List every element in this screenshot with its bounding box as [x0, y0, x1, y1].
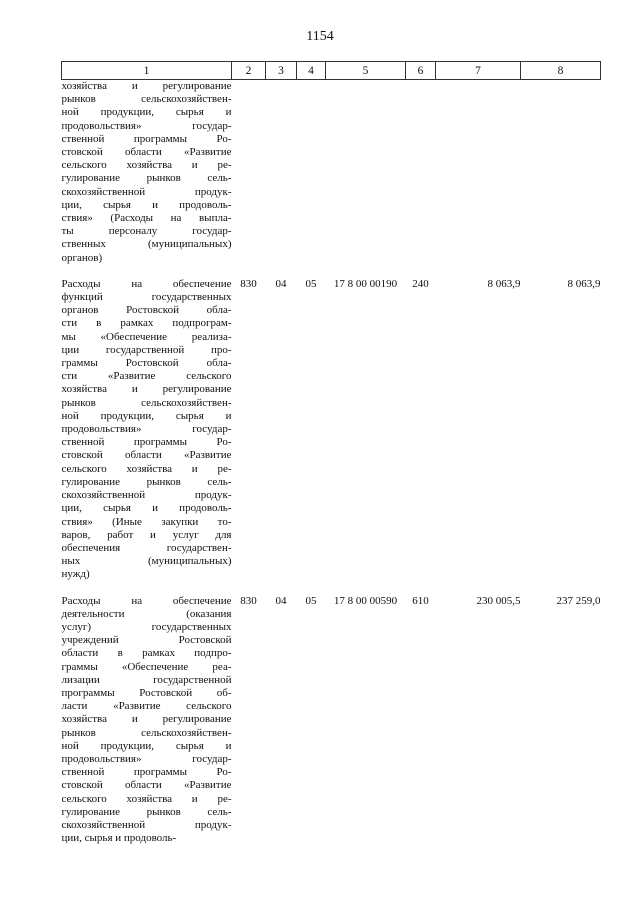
- description-line: рынков сельскохозяйствен-: [61, 726, 232, 739]
- description-line: скохозяйственной продук-: [61, 489, 232, 502]
- description-line: органов Ростовской обла-: [61, 304, 232, 317]
- column-header-8: 8: [521, 62, 601, 80]
- description-line: деятельности (оказания: [61, 607, 232, 620]
- description-line: ственной программы Ро-: [61, 766, 232, 779]
- column-header-1: 1: [62, 62, 232, 80]
- description-line: продовольствия» государ-: [61, 752, 232, 765]
- subsection-code: 05: [305, 594, 317, 607]
- table-row: [62, 278, 601, 582]
- description-line: рынков сельскохозяйствен-: [61, 93, 232, 106]
- description-line: граммы «Обеспечение реа-: [61, 660, 232, 673]
- description-line: продовольствия» государ-: [61, 119, 232, 132]
- section-code: [266, 80, 297, 265]
- description-line: стовской области «Развитие: [61, 449, 232, 462]
- description-line: ты персоналу государ-: [61, 225, 232, 238]
- description-line: хозяйства и регулирование: [61, 80, 232, 92]
- column-header-4: 4: [297, 62, 326, 80]
- description-line: сельского хозяйства и ре-: [61, 462, 232, 475]
- table-row: [62, 80, 601, 265]
- description-line: обеспечения государствен-: [61, 541, 232, 554]
- description-line: стовской области «Развитие: [61, 779, 232, 792]
- description-line: хозяйства и регулирование: [61, 713, 232, 726]
- description-line: сельского хозяйства и ре-: [61, 792, 232, 805]
- ministry-code: 830: [240, 594, 257, 607]
- description-line: ственных (муниципальных): [61, 238, 232, 251]
- target-article-code: 17 8 00 00590: [333, 594, 398, 607]
- description-line: сельского хозяйства и ре-: [61, 159, 232, 172]
- description-line: Расходы на обеспечение: [61, 594, 232, 607]
- column-header-5: 5: [326, 62, 406, 80]
- description-line: программы Ростовской об-: [61, 686, 232, 699]
- description-line: сти в рамках подпрограм-: [61, 317, 232, 330]
- expense-description: [62, 595, 232, 846]
- description-line: гулирование рынков сель-: [61, 475, 232, 488]
- description-line: сти «Развитие сельского: [61, 370, 232, 383]
- column-header-6: 6: [406, 62, 436, 80]
- amount-year-2: 237 259,0: [556, 594, 601, 607]
- section-code: 04: [275, 277, 287, 290]
- expense-type-code: 240: [412, 277, 429, 290]
- description-line: лизации государственной: [61, 673, 232, 686]
- description-line: скохозяйственной продук-: [61, 818, 232, 831]
- description-line: функций государственных: [61, 291, 232, 304]
- amount-year-1: 8 063,9: [487, 277, 521, 290]
- column-header-7: 7: [436, 62, 521, 80]
- description-line: гулирование рынков сель-: [61, 172, 232, 185]
- description-line: хозяйства и регулирование: [61, 383, 232, 396]
- table-row: [62, 595, 601, 846]
- description-line: ласти «Развитие сельского: [61, 700, 232, 713]
- description-line: органов): [61, 251, 103, 264]
- description-line: ствия» (Расходы на выпла-: [61, 212, 232, 225]
- section-code: 04: [275, 594, 287, 607]
- row-spacer: [62, 582, 601, 595]
- row-spacer: [62, 265, 601, 278]
- column-header-3: 3: [266, 62, 297, 80]
- expense-type-code: 610: [412, 594, 429, 607]
- description-line: учреждений Ростовской: [61, 634, 232, 647]
- expense-description: [62, 278, 232, 582]
- description-line: Расходы на обеспечение: [61, 277, 232, 290]
- subsection-code: 05: [305, 277, 317, 290]
- description-line: рынков сельскохозяйствен-: [61, 396, 232, 409]
- description-line: ственной программы Ро-: [61, 132, 232, 145]
- description-line: ции, сырья и продоволь-: [61, 502, 232, 515]
- description-line: услуг) государственных: [61, 620, 232, 633]
- description-line: ной продукции, сырья и: [61, 739, 232, 752]
- description-line: ции, сырья и продоволь-: [61, 198, 232, 211]
- page-number: 1154: [306, 29, 334, 44]
- column-number-row: [62, 62, 601, 80]
- description-line: ных (муниципальных): [61, 555, 232, 568]
- description-line: ной продукции, сырья и: [61, 409, 232, 422]
- description-line: ствия» (Иные закупки то-: [61, 515, 232, 528]
- description-line: ственной программы Ро-: [61, 436, 232, 449]
- ministry-code: 830: [240, 277, 257, 290]
- expense-type-code: [406, 80, 436, 265]
- amount-year-2: 8 063,9: [567, 277, 601, 290]
- amount-year-1: 230 005,5: [476, 594, 521, 607]
- description-line: ной продукции, сырья и: [61, 106, 232, 119]
- description-line: области в рамках подпро-: [61, 647, 232, 660]
- description-line: скохозяйственной продук-: [61, 185, 232, 198]
- subsection-code: [297, 80, 326, 265]
- ministry-code: [232, 80, 266, 265]
- description-line: продовольствия» государ-: [61, 423, 232, 436]
- expense-description: [62, 80, 232, 265]
- column-header-2: 2: [232, 62, 266, 80]
- description-line: гулирование рынков сель-: [61, 805, 232, 818]
- description-line: стовской области «Развитие: [61, 146, 232, 159]
- target-article-code: [326, 80, 406, 265]
- description-line: нужд): [61, 568, 90, 581]
- target-article-code: 17 8 00 00190: [333, 277, 398, 290]
- amount-year-1: [436, 80, 521, 265]
- description-line: граммы Ростовской обла-: [61, 357, 232, 370]
- description-line: ции государственной про-: [61, 343, 232, 356]
- budget-table: [61, 61, 601, 845]
- description-line: варов, работ и услуг для: [61, 528, 232, 541]
- description-line: мы «Обеспечение реализа-: [61, 330, 232, 343]
- amount-year-2: [521, 80, 601, 265]
- description-line: ции, сырья и продоволь-: [61, 832, 177, 845]
